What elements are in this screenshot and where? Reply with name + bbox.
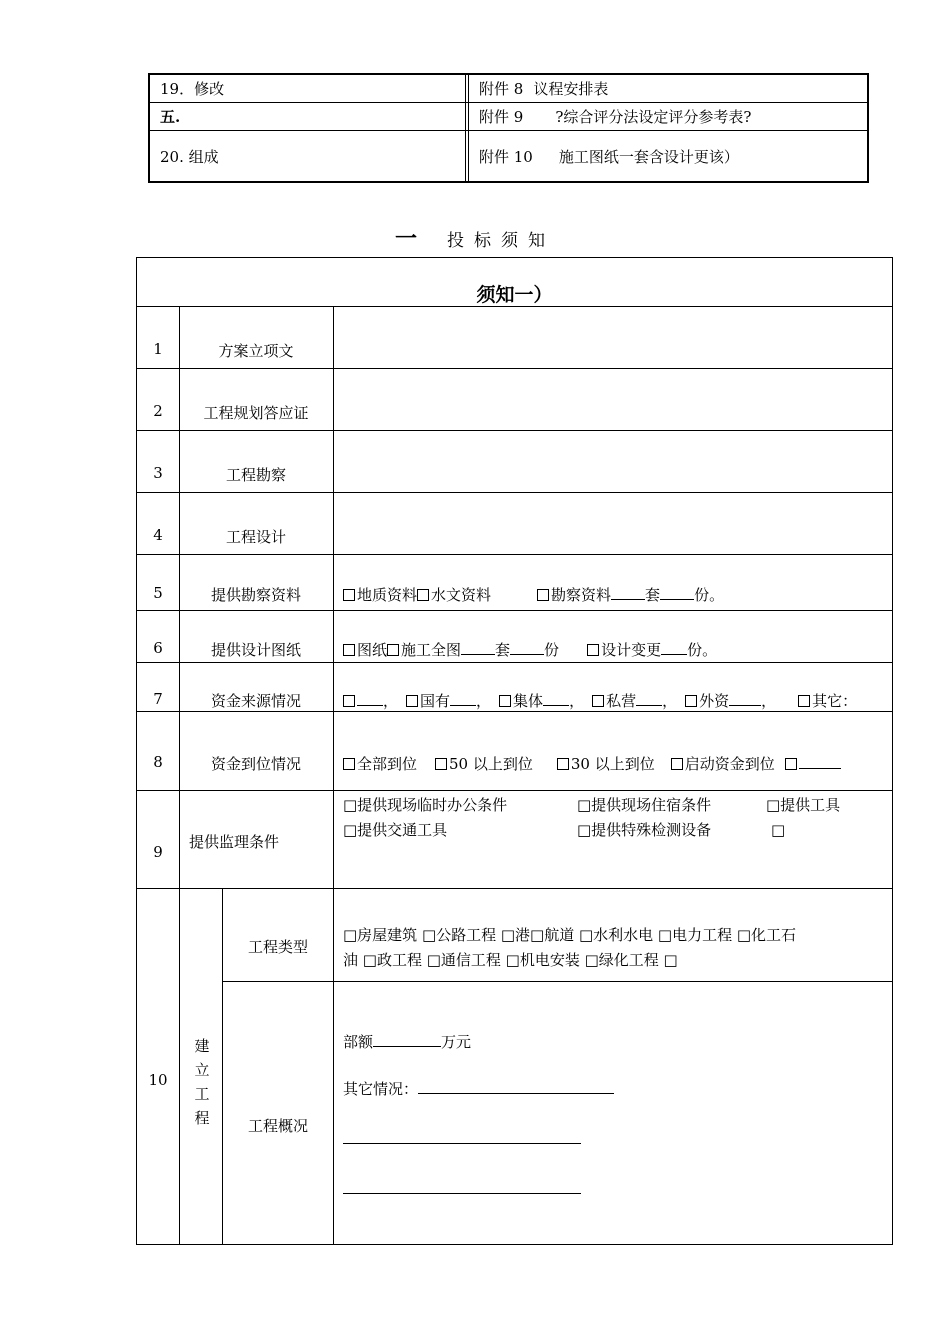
- option-label: 施工全图: [401, 641, 462, 659]
- checkbox[interactable]: [435, 758, 447, 770]
- row-label: 工程勘察: [225, 466, 286, 484]
- row-number: 6: [153, 639, 163, 657]
- blank-line[interactable]: [660, 598, 694, 600]
- option-label: 套: [495, 641, 511, 659]
- option-label[interactable]: □提供现场住宿条件: [577, 796, 712, 814]
- table-title: 须知一）: [476, 284, 553, 306]
- blank-line[interactable]: [543, 704, 569, 706]
- blank-line[interactable]: [510, 653, 544, 655]
- row-options-line-1: [343, 794, 840, 815]
- option-label: ，: [476, 692, 492, 710]
- checkbox[interactable]: [685, 695, 697, 707]
- option-label: 国有: [420, 692, 451, 710]
- attachment-table: [148, 73, 869, 183]
- option-label: 30 以上到位: [570, 755, 655, 773]
- checkbox[interactable]: [387, 644, 399, 656]
- checkbox[interactable]: [798, 695, 810, 707]
- attachment-title: ?综合评分法设定评分参考表?: [555, 108, 752, 126]
- row-options: [343, 753, 841, 774]
- option-label: 份: [544, 641, 560, 659]
- row-label: 资金来源情况: [210, 692, 301, 710]
- checkbox[interactable]: [417, 589, 429, 601]
- row-number: 3: [153, 464, 163, 482]
- option-label: 套: [645, 586, 661, 604]
- option-label: 地质资料: [357, 586, 418, 604]
- checkbox[interactable]: [406, 695, 418, 707]
- other-line: [343, 1078, 614, 1099]
- row-label: 提供设计图纸: [210, 641, 301, 659]
- option-label: 份。: [687, 641, 718, 659]
- checkbox[interactable]: [499, 695, 511, 707]
- row-number: 5: [153, 584, 163, 602]
- row-number: 4: [153, 526, 163, 544]
- checkbox[interactable]: [343, 695, 355, 707]
- type-options-line-1[interactable]: □房屋建筑 □公路工程 □港□航道 □水利水电 □电力工程 □化工石: [343, 926, 797, 944]
- row-label: 方案立项文: [218, 342, 294, 360]
- top-row-left: 五.: [150, 103, 466, 130]
- group-label-text: 建立工程: [194, 1037, 210, 1127]
- option-label: 份。: [694, 586, 725, 604]
- option-label: 设计变更: [601, 641, 662, 659]
- checkbox[interactable]: [343, 644, 355, 656]
- checkbox[interactable]: [587, 644, 599, 656]
- section-title: [0, 222, 950, 253]
- option-label: 其它：: [812, 692, 858, 710]
- row-options: [343, 584, 724, 605]
- amount-blank[interactable]: [373, 1045, 441, 1047]
- top-row-right: [468, 75, 867, 102]
- option-label[interactable]: □提供工具: [766, 796, 841, 814]
- notice-table: [136, 257, 893, 1245]
- option-label[interactable]: □: [771, 821, 786, 839]
- option-label: ，: [383, 692, 399, 710]
- row-options: [343, 690, 857, 711]
- blank-line[interactable]: [343, 1143, 581, 1144]
- option-label: 图纸: [357, 641, 388, 659]
- row-number: 2: [153, 402, 163, 420]
- row-label: 工程规划答应证: [203, 404, 309, 422]
- row-label: 资金到位情况: [210, 755, 301, 773]
- top-row-1: [150, 75, 867, 103]
- top-row-3: [150, 131, 867, 181]
- attachment-number: 附件 10: [479, 147, 533, 166]
- blank-line[interactable]: [461, 653, 495, 655]
- row-number: 10: [148, 1071, 168, 1089]
- blank-line[interactable]: [661, 653, 687, 655]
- blank-line[interactable]: [799, 767, 841, 769]
- row-options-line-2: [343, 819, 785, 840]
- row-number: 9: [153, 843, 163, 861]
- option-label[interactable]: □提供现场临时办公条件: [343, 796, 508, 814]
- option-label: 私营: [606, 692, 637, 710]
- top-row-right: [468, 103, 867, 130]
- checkbox[interactable]: [592, 695, 604, 707]
- row-label: 工程设计: [225, 528, 286, 546]
- attachment-number: 附件 9: [479, 108, 524, 126]
- attachment-title: 施工图纸一套含设计更该）: [558, 147, 739, 166]
- top-row-2: [150, 103, 867, 131]
- row-number: 8: [153, 753, 163, 771]
- option-label: 水文资料: [431, 586, 492, 604]
- option-label: 50 以上到位: [449, 755, 533, 773]
- other-label: 其它情况：: [343, 1080, 419, 1098]
- blank-line[interactable]: [729, 704, 761, 706]
- overview-label: 工程概况: [247, 1117, 308, 1135]
- amount-suffix: 万元: [441, 1033, 472, 1051]
- option-label[interactable]: □提供特殊检测设备: [577, 821, 712, 839]
- blank-line[interactable]: [636, 704, 662, 706]
- option-label: 全部到位: [357, 755, 418, 773]
- row-options: [343, 639, 717, 660]
- blank-line[interactable]: [357, 704, 383, 706]
- option-label: 启动资金到位: [684, 755, 775, 773]
- type-options-line-2[interactable]: 油 □政工程 □通信工程 □机电安装 □绿化工程 □: [343, 951, 678, 969]
- blank-line[interactable]: [611, 598, 645, 600]
- section-title-text: 投标须知: [447, 231, 555, 251]
- row-label: 提供勘察资料: [210, 586, 301, 604]
- row-number: 7: [153, 690, 163, 708]
- option-label: ，: [761, 692, 777, 710]
- blank-line[interactable]: [343, 1193, 581, 1194]
- type-label: 工程类型: [247, 938, 308, 956]
- checkbox[interactable]: [557, 758, 569, 770]
- checkbox[interactable]: [343, 758, 355, 770]
- top-row-right: [468, 131, 867, 181]
- amount-prefix: 部额: [343, 1033, 374, 1051]
- option-label[interactable]: □提供交通工具: [343, 821, 448, 839]
- option-label: ，: [569, 692, 585, 710]
- row-number: 1: [153, 340, 163, 358]
- option-label: 勘察资料: [551, 586, 612, 604]
- checkbox[interactable]: [343, 589, 355, 601]
- option-label: 集体: [513, 692, 544, 710]
- amount-line: [343, 1031, 471, 1052]
- checkbox[interactable]: [671, 758, 683, 770]
- top-row-left: 19．修改: [150, 75, 466, 102]
- option-label: ，: [662, 692, 678, 710]
- checkbox[interactable]: [537, 589, 549, 601]
- top-row-left: 20. 组成: [150, 131, 466, 181]
- section-number: 一: [394, 226, 417, 252]
- group-label: [181, 1034, 223, 1130]
- attachment-number: 附件 8: [479, 80, 524, 98]
- option-label: 外资: [699, 692, 730, 710]
- other-blank[interactable]: [418, 1092, 614, 1094]
- checkbox[interactable]: [785, 758, 797, 770]
- row-label: 提供监理条件: [189, 833, 280, 851]
- blank-line[interactable]: [450, 704, 476, 706]
- attachment-title: 议程安排表: [533, 80, 609, 98]
